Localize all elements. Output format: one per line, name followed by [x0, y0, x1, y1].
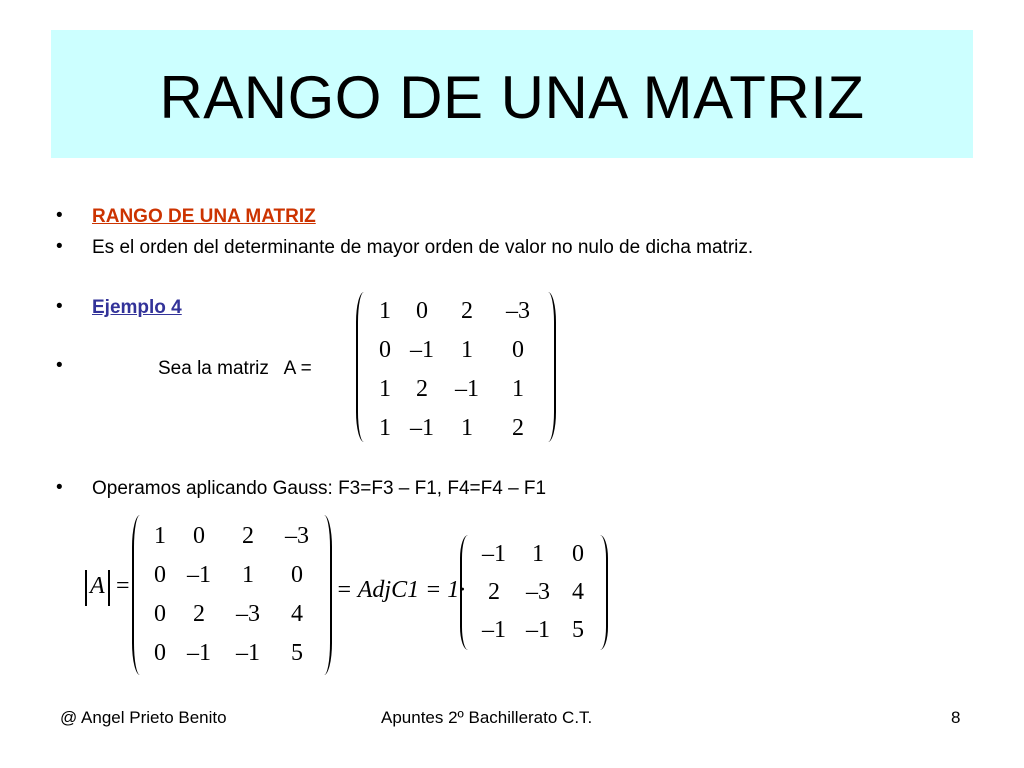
det-bar-right [108, 570, 110, 606]
matrix-a-cell: 0 [379, 337, 391, 363]
matrix-minor-cell: 5 [572, 616, 584, 643]
matrix-reduced-cell: 0 [291, 562, 303, 588]
matrix-minor-cell: 0 [572, 540, 584, 567]
matrix-a [356, 292, 556, 442]
slide-title: RANGO DE UNA MATRIZ [159, 63, 865, 131]
matrix-a-cell: 1 [379, 298, 391, 324]
equals-sign: = [116, 573, 130, 599]
bullet-dot: • [56, 296, 63, 317]
bullet-dot: • [56, 236, 63, 257]
matrix-a-cell: –1 [455, 376, 479, 402]
matrix-reduced-cell: 2 [242, 523, 254, 549]
matrix-reduced-cell: –1 [187, 562, 211, 588]
det-bar-left [85, 570, 87, 606]
matrix-a-cell: 1 [461, 415, 473, 441]
example-bullet [92, 297, 182, 319]
matrix-reduced-cell: –1 [187, 640, 211, 666]
matrix-a-cell: –3 [506, 298, 530, 324]
matrix-a-cell: 1 [379, 376, 391, 402]
matrix-reduced-cell: 0 [154, 562, 166, 588]
matrix-reduced-cell: 4 [291, 601, 303, 627]
matrix-minor-cell: –1 [526, 616, 550, 643]
matrix-minor-cell: 4 [572, 578, 584, 605]
matrix-reduced-cell: –3 [285, 523, 309, 549]
det-label: A [90, 573, 105, 599]
matrix-a-cell: 1 [461, 337, 473, 363]
title-band [51, 30, 973, 158]
bullet-dot: • [56, 355, 63, 376]
matrix-reduced-cell: 0 [193, 523, 205, 549]
matrix-reduced-cell: 2 [193, 601, 205, 627]
matrix-minor-cell: –1 [482, 616, 506, 643]
matrix-a-grid [370, 292, 546, 448]
matrix-a-cell: 0 [512, 337, 524, 363]
heading-bullet [92, 206, 316, 228]
matrix-minor-cell: 2 [488, 578, 500, 605]
adj-expression: = AdjC1 = 1· [336, 577, 466, 603]
matrix-reduced-grid [146, 517, 322, 673]
section-heading: RANGO DE UNA MATRIZ [92, 206, 316, 227]
matrix-a-cell: 2 [416, 376, 428, 402]
matrix-minor-cell: –1 [482, 540, 506, 567]
matrix-minor-cell: –3 [526, 578, 550, 605]
matrix-a-cell: 0 [416, 298, 428, 324]
example-label: Ejemplo 4 [92, 297, 182, 318]
matrix-reduced-cell: –1 [236, 640, 260, 666]
matrix-a-cell: 1 [512, 376, 524, 402]
bullet-dot: • [56, 477, 63, 498]
footer-course: Apuntes 2º Bachillerato C.T. [381, 708, 593, 727]
definition-text: Es el orden del determinante de mayor orden de valor no nulo de dicha matriz. [92, 237, 754, 258]
matrix-minor [460, 535, 608, 650]
matrix-reduced-cell: 1 [242, 562, 254, 588]
gauss-text: Operamos aplicando Gauss: F3=F3 – F1, F4=F4 – F1 [92, 478, 547, 499]
footer-page-number: 8 [951, 708, 961, 727]
matrix-a-cell: 2 [461, 298, 473, 324]
matrix-a-cell: 2 [512, 415, 524, 441]
matrix-minor-cell: 1 [532, 540, 544, 567]
matrix-reduced-cell: 0 [154, 601, 166, 627]
matrix-reduced-cell: 5 [291, 640, 303, 666]
matrix-reduced-cell: –3 [236, 601, 260, 627]
footer-author: @ Angel Prieto Benito [60, 708, 227, 727]
matrix-reduced-cell: 1 [154, 523, 166, 549]
bullet-dot: • [56, 205, 63, 226]
matrix-reduced [132, 515, 332, 675]
matrix-minor-grid [472, 535, 596, 649]
matrix-a-cell: 1 [379, 415, 391, 441]
matrix-intro: Sea la matriz A = [158, 358, 312, 379]
matrix-a-cell: –1 [410, 337, 434, 363]
matrix-a-cell: –1 [410, 415, 434, 441]
matrix-reduced-cell: 0 [154, 640, 166, 666]
